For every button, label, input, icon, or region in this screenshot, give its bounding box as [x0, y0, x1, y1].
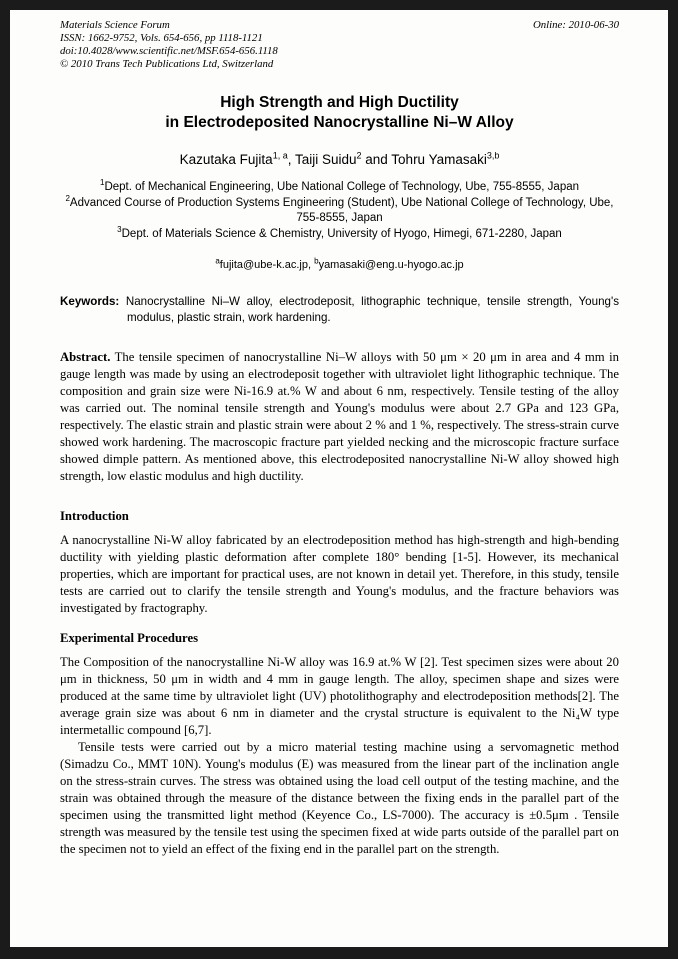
paper-title-line2: in Electrodeposited Nanocrystalline Ni–W Alloy — [165, 114, 514, 131]
doi-line: doi:10.4028/www.scientific.net/MSF.654-656.1118 — [60, 45, 278, 57]
abstract-paragraph — [60, 349, 619, 485]
author-2-name: , Taiji Suidu — [287, 152, 357, 167]
keywords-block — [60, 294, 619, 325]
experimental-paragraph-1: The Composition of the nanocrystalline Ni-W alloy was 16.9 at.% W [2]. Test specimen sizes were about 20 μm in thickness, 50 μm in width and 4 mm in gauge length. The alloy, specimen shape and sizes were produced at the same time by ultraviolet light (UV) photolithography and electrodeposition methods[2]. The average grain size was about 6 nm in diameter and the crystal structure is equivalent to the Ni₄W type intermetallic compound [6,7]. — [60, 655, 619, 737]
publication-info — [60, 19, 278, 71]
affiliation-1-text: Dept. of Mechanical Engineering, Ube National College of Technology, Ube, 755-8555, Japan — [104, 181, 580, 193]
affiliation-3-superscript: 3 — [117, 224, 122, 234]
email-2-address: yamasaki@eng.u-hyogo.ac.jp — [318, 259, 464, 271]
affiliation-1-superscript: 1 — [99, 178, 105, 188]
paper-title-line1: High Strength and High Ductility — [220, 94, 459, 111]
author-3-name: and Tohru Yamasaki — [361, 152, 487, 167]
journal-name: Materials Science Forum — [60, 19, 170, 31]
email-1-address: fujita@ube-k.ac.jp, — [219, 259, 315, 271]
affiliation-1 — [60, 180, 619, 196]
author-3-superscript: 3,b — [486, 150, 500, 161]
affiliation-2-superscript: 2 — [65, 193, 70, 203]
issn-line: ISSN: 1662-9752, Vols. 654-656, pp 1118-1121 — [60, 32, 263, 44]
affiliations-block — [60, 180, 619, 242]
online-date: Online: 2010-06-30 — [532, 19, 619, 31]
affiliation-2-text: Advanced Course of Production Systems Engineering (Student), Ube National College of Technology, Ube, 755-8555, Japan — [69, 196, 614, 224]
author-1-name: Kazutaka Fujita — [179, 152, 273, 167]
section-heading-experimental-procedures: Experimental Procedures — [60, 631, 199, 645]
emails-line — [60, 258, 619, 272]
keywords-text: Nanocrystalline Ni–W alloy, electrodeposit, lithographic technique, tensile strength, Young's modulus, plastic strain, work hardening. — [125, 295, 619, 324]
section-heading-introduction: Introduction — [60, 509, 129, 523]
affiliation-2 — [60, 193, 619, 227]
publication-header — [60, 19, 619, 71]
paper-page — [10, 10, 668, 947]
authors-line — [60, 151, 619, 168]
email-1-superscript: a — [215, 256, 220, 266]
email-2-superscript: b — [314, 256, 319, 266]
abstract-text: The tensile specimen of nanocrystalline Ni–W alloys with 50 μm × 20 μm in area and 4 mm in gauge length was made by using an electrodeposit together with ultraviolet light lithographic technique. The composition and grain size were Ni-16.9 at.% W and about 6 nm, respectively. Tensile testing of the alloy was carried out. The nominal tensile strength and Young's modulus were about 2.7 GPa and 123 GPa, respectively. The elastic strain and plastic strain were about 2 % and 1 %, respectively. The stress-strain curve showed work hardening. The macroscopic fracture part yielded necking and the microscopic fracture surface showed dimple pattern. As mentioned above, this electrodeposited nanocrystalline Ni-W alloy showed high strength, low elastic modulus and high ductility. — [60, 350, 619, 483]
abstract-label: Abstract. — [60, 350, 111, 364]
affiliation-3 — [60, 224, 619, 243]
keywords-label: Keywords: — [60, 295, 120, 308]
author-2-superscript: 2 — [356, 150, 362, 161]
author-1-superscript: 1, a — [272, 150, 288, 161]
paper-title — [60, 93, 619, 133]
introduction-paragraph: A nanocrystalline Ni-W alloy fabricated by an electrodeposition method has high-strength and high-bending ductility with yielding plastic deformation after complete 180° bending [1-5]. However, its mechanical properties, which are important for practical uses, are not known in detail yet. Therefore, in this study, tensile tests are carried out to clarify the tensile strength and Young's modulus, and the fracture behaviors was investigated by fractography. — [60, 533, 619, 615]
experimental-paragraph-2: Tensile tests were carried out by a micro material testing machine using a servomagnetic method (Simadzu Co., MMT 10N). Young's modulus (E) was measured from the linear part of the inclination angle on the stress-strain curves. The stress was obtained using the load cell output of the testing machine, and the strain was obtained through the measure of the distance between the fixing ends in the parallel part of the specimen using the transmitted light method (Keyence Co., LS-7000). The accuracy is ±0.5μm . Tensile strength was measured by the tensile test using the specimen fixed at wide parts outside of the parallel part on the specimen not to yield an effect of the fixing end in the parallel part on the strength. — [60, 740, 619, 856]
copyright-line: © 2010 Trans Tech Publications Ltd, Switzerland — [60, 58, 274, 70]
affiliation-3-text: Dept. of Materials Science & Chemistry, University of Hyogo, Himegi, 671-2280, Japan — [121, 227, 562, 240]
